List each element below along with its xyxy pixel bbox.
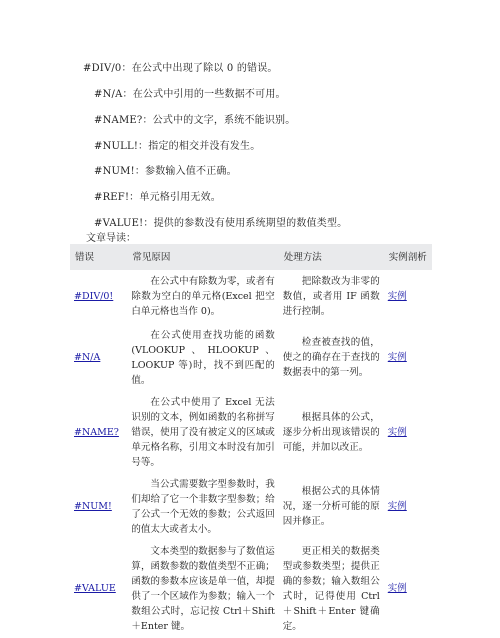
- fix-cell: 根据具体的公式，逐步分析出现该错误的可能，并加以改正。: [279, 391, 384, 473]
- fix-cell: 根据公式的具体情况，逐一分析可能的原因并修正。: [279, 473, 384, 540]
- header-example: 实例剖析: [384, 244, 432, 270]
- table-row: [70, 540, 432, 637]
- table-row: [70, 391, 432, 473]
- error-link-num[interactable]: #NUM!: [74, 501, 112, 512]
- cause-cell: 在公式中使用了 Excel 无法识别的文本，例如函数的名称拼写错误，使用了没有被定义的区域或单元格名称，引用文本时没有加引号等。: [127, 391, 278, 473]
- example-link[interactable]: 实例: [387, 291, 407, 303]
- example-link[interactable]: 实例: [387, 426, 407, 438]
- definition-na: #N/A：在公式中引用的一些数据不可用。: [94, 89, 286, 100]
- error-table: [70, 244, 432, 638]
- header-fix: 处理方法: [279, 244, 384, 270]
- error-link-div0[interactable]: #DIV/0!: [74, 291, 114, 303]
- definition-ref: #REF!：单元格引用无效。: [94, 192, 221, 203]
- cause-cell: 当公式需要数字型参数时，我们却给了它一个非数字型参数；给了公式一个无效的参数；公式返回的值太大或者太小。: [127, 473, 278, 540]
- cause-cell: 文本类型的数据参与了数值运算，函数参数的数值类型不正确；函数的参数本应该是单一值，却提供了一个区域作为参数；输入一个数组公式时，忘记按 Ctrl＋Shift＋Enter 键。: [127, 540, 278, 637]
- example-link[interactable]: 实例: [387, 583, 407, 594]
- definition-div0: #DIV/0：在公式中出现了除以 0 的错误。: [83, 63, 278, 74]
- example-link[interactable]: 实例: [387, 501, 407, 512]
- fix-cell: 把除数改为非零的数值，或者用 IF 函数进行控制。: [279, 270, 384, 324]
- header-error: 错误: [70, 244, 127, 270]
- table-header-row: [70, 244, 432, 270]
- cause-cell: 在公式使用查找功能的函数(VLOOKUP、HLOOKUP、LOOKUP 等)时，找不到匹配的值。: [127, 324, 278, 391]
- definition-value: #VALUE!：提供的参数没有使用系统期望的数值类型。: [94, 218, 348, 229]
- table-row: [70, 473, 432, 540]
- guide-title: 文章导读：: [86, 233, 136, 244]
- definition-num: #NUM!：参数输入值不正确。: [94, 166, 237, 177]
- table-row: [70, 324, 432, 391]
- error-link-name[interactable]: #NAME?: [74, 426, 119, 438]
- header-cause: 常见原因: [127, 244, 278, 270]
- fix-cell: 检查被查找的值，使之的确存在于查找的数据表中的第一列。: [279, 324, 384, 391]
- example-link[interactable]: 实例: [387, 352, 407, 363]
- error-link-value[interactable]: #VALUE: [74, 583, 116, 594]
- table-row: [70, 270, 432, 324]
- definition-null: #NULL!：指定的相交并没有发生。: [94, 141, 261, 152]
- fix-cell: 更正相关的数据类型或参数类型；提供正确的参数；输入数组公式时，记得使用 Ctrl＋Shift＋Enter 键确定。: [279, 540, 384, 637]
- definition-name: #NAME?：公式中的文字，系统不能识别。: [94, 115, 296, 126]
- cause-cell: 在公式中有除数为零，或者有除数为空白的单元格(Excel 把空白单元格也当作 0)。: [127, 270, 278, 324]
- error-link-na[interactable]: #N/A: [74, 352, 101, 363]
